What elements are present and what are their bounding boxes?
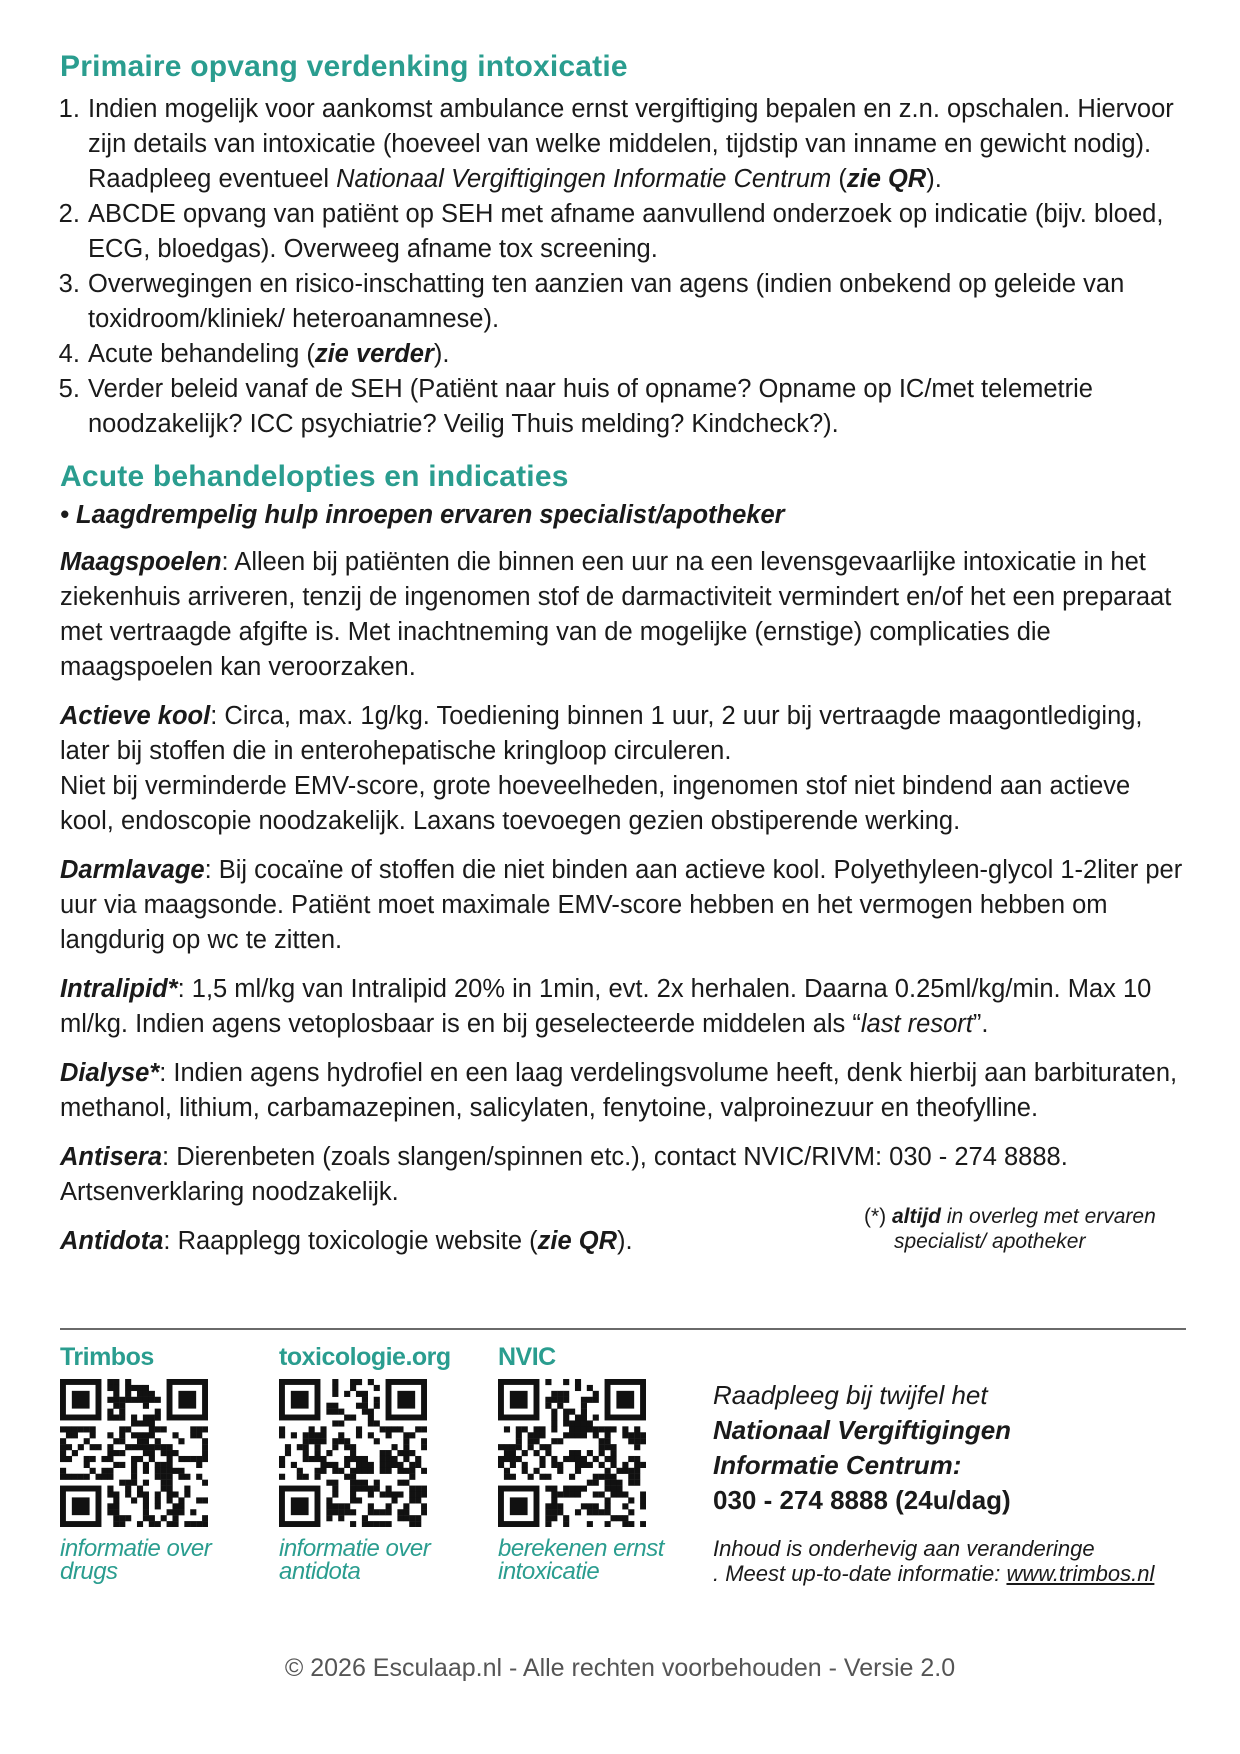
list-item — [87, 267, 1190, 337]
footnote-emphasis: altijd — [892, 1205, 942, 1228]
trimbos-link[interactable]: www.trimbos.nl — [1006, 1561, 1155, 1586]
description: ). — [617, 1227, 633, 1255]
term: Dialyse* — [60, 1059, 160, 1087]
copyright-footer: © 2026 Esculaap.nl - Alle rechten voorbehouden - Versie 2.0 — [284, 1654, 956, 1682]
disclaimer-text: . Meest up-to-date informatie: — [713, 1561, 1007, 1586]
bullet-advice: • Laagdrempelig hulp inroepen ervaren specialist/apotheker — [60, 501, 785, 529]
qr-caption-line: informatie over — [279, 1535, 431, 1562]
step-text: Acute behandeling ( — [88, 340, 315, 368]
disclaimer — [713, 1536, 1154, 1586]
qr-title: Trimbos — [60, 1343, 154, 1371]
step-text: ABCDE opvang van patiënt op SEH met afname aanvullend onderzoek op indicatie (bijv. bloed, ECG, bloedgas). Overweeg afname tox screening. — [88, 200, 1164, 263]
qr-nvic[interactable] — [498, 1341, 668, 1583]
step-text: Verder beleid vanaf de SEH (Patiënt naar huis of opname? Opname op IC/met telemetrie noodzakelijk? ICC psychiatrie? Veilig Thuis melding? Kindcheck?). — [88, 375, 1093, 438]
qr-code-icon[interactable] — [60, 1379, 208, 1527]
qr-title: NVIC — [498, 1343, 556, 1371]
description: : Indien agens hydrofiel en een laag verdelingsvolume heeft, denk hierbij aan barbituraten, methanol, lithium, carbamazepinen, salicylaten, fenytoine, valproinezuur en theofylline. — [60, 1059, 1178, 1122]
treatment-maagspoelen — [60, 545, 1190, 685]
treatment-intralipid — [60, 972, 1190, 1042]
term: Antidota — [60, 1227, 164, 1255]
description: Niet bij verminderde EMV-score, grote hoeveelheden, ingenomen stof niet bindend aan actieve kool, endoscopie noodzakelijk. Laxans toevoegen gezien obstiperende werking. — [60, 772, 1131, 835]
qr-trimbos[interactable] — [60, 1341, 230, 1583]
qr-caption-line: intoxicatie — [498, 1558, 600, 1585]
content — [60, 50, 1190, 1273]
description: : 1,5 ml/kg van Intralipid 20% in 1min, evt. 2x herhalen. Daarna 0.25ml/kg/min. Max 10 ml/kg. Indien agens vetoplosbaar is en bij geselecteerde middelen als “ — [60, 975, 1152, 1038]
step-text: Overwegingen en risico-inschatting ten aanzien van agens (indien onbekend op geleide van toxidroom/kliniek/ heteroanamnese). — [88, 270, 1125, 333]
antidota-row — [60, 1205, 1190, 1259]
step-text: Indien mogelijk voor aankomst ambulance ernst vergiftiging bepalen en z.n. opschalen. Hiervoor zijn details van intoxicatie (hoeveel van welke middelen, tijdstip van inname en gewicht nodig). Raadpleeg eventueel — [88, 95, 1174, 193]
list-item — [87, 92, 1190, 197]
qr-caption — [498, 1537, 668, 1583]
contact-org: Informatie Centrum: — [713, 1450, 962, 1480]
term: Antisera — [60, 1143, 163, 1171]
qr-caption-line: drugs — [60, 1558, 118, 1585]
qr-title: toxicologie.org — [279, 1343, 451, 1371]
footnote-marker: (*) — [864, 1205, 892, 1228]
step-ref: zie verder — [314, 340, 434, 368]
list-item — [87, 197, 1190, 267]
qr-caption — [60, 1537, 230, 1583]
term: Maagspoelen — [60, 548, 222, 576]
description: : Alleen bij patiënten die binnen een uur na een levensgevaarlijke intoxicatie in het ziekenhuis arriveren, tenzij de ingenomen stof de darmactiviteit vermindert en/of het een preparaat met vertraagde afgifte is. Met inachtneming van de mogelijke (ernstige) complicaties die maagspoelen kan veroorzaken. — [60, 548, 1172, 681]
qr-code-icon[interactable] — [279, 1379, 427, 1527]
footnote — [864, 1204, 1184, 1254]
qr-caption-line: berekenen ernst — [498, 1535, 664, 1562]
footnote-text: specialist/ apotheker — [894, 1230, 1086, 1253]
divider — [60, 1328, 1186, 1330]
list-item — [87, 372, 1190, 442]
description: : Dierenbeten (zoals slangen/spinnen etc.), contact NVIC/RIVM: 030 - 274 8888. — [162, 1143, 1068, 1171]
step-italic: Nationaal Vergiftigingen Informatie Centrum — [336, 165, 832, 193]
disclaimer-text: Inhoud is onderhevig aan veranderinge — [713, 1536, 1095, 1561]
step-ref: zie QR — [846, 165, 927, 193]
step-text: ( — [831, 165, 847, 193]
steps-list — [60, 92, 1190, 442]
treatment-actieve-kool — [60, 699, 1190, 839]
description-italic: last resort — [860, 1010, 973, 1038]
description: : Bij cocaïne of stoffen die niet binden aan actieve kool. Polyethyleen-glycol 1-2liter per uur via maagsonde. Patiënt moet maximale EMV-score hebben en het vermogen hebben om langdurig op wc te zitten. — [60, 856, 1183, 954]
qr-caption-line: antidota — [279, 1558, 361, 1585]
term: Actieve kool — [60, 702, 211, 730]
treatment-darmlavage — [60, 853, 1190, 958]
description: Artsenverklaring noodzakelijk. — [60, 1178, 399, 1206]
qr-toxicologie[interactable] — [279, 1341, 449, 1583]
footnote-text: in overleg met ervaren — [941, 1205, 1156, 1228]
description: ”. — [972, 1010, 989, 1038]
treatment-antisera — [60, 1140, 1190, 1210]
treatment-dialyse — [60, 1056, 1190, 1126]
list-item — [87, 337, 1190, 372]
contact-org: Nationaal Vergiftigingen — [713, 1415, 1012, 1445]
section-title-primary: Primaire opvang verdenking intoxicatie — [60, 50, 628, 83]
qr-reference: zie QR — [537, 1227, 617, 1255]
qr-code-icon[interactable] — [498, 1379, 646, 1527]
section-title-treatment: Acute behandelopties en indicaties — [60, 460, 569, 493]
description: : Raapplegg toxicologie website ( — [163, 1227, 538, 1255]
contact-intro: Raadpleeg bij twijfel het — [713, 1380, 988, 1410]
step-text: ). — [433, 340, 450, 368]
step-text: ). — [926, 165, 942, 193]
qr-caption — [279, 1537, 449, 1583]
contact-phone: 030 - 274 8888 (24u/dag) — [713, 1485, 1011, 1515]
term: Intralipid* — [60, 975, 178, 1003]
description: : Circa, max. 1g/kg. Toediening binnen 1 uur, 2 uur bij vertraagde maagontlediging, later bij stoffen die in enterohepatische kringloop circuleren. — [60, 702, 1143, 765]
term: Darmlavage — [60, 856, 205, 884]
qr-caption-line: informatie over — [60, 1535, 212, 1562]
contact-block — [713, 1378, 1011, 1518]
